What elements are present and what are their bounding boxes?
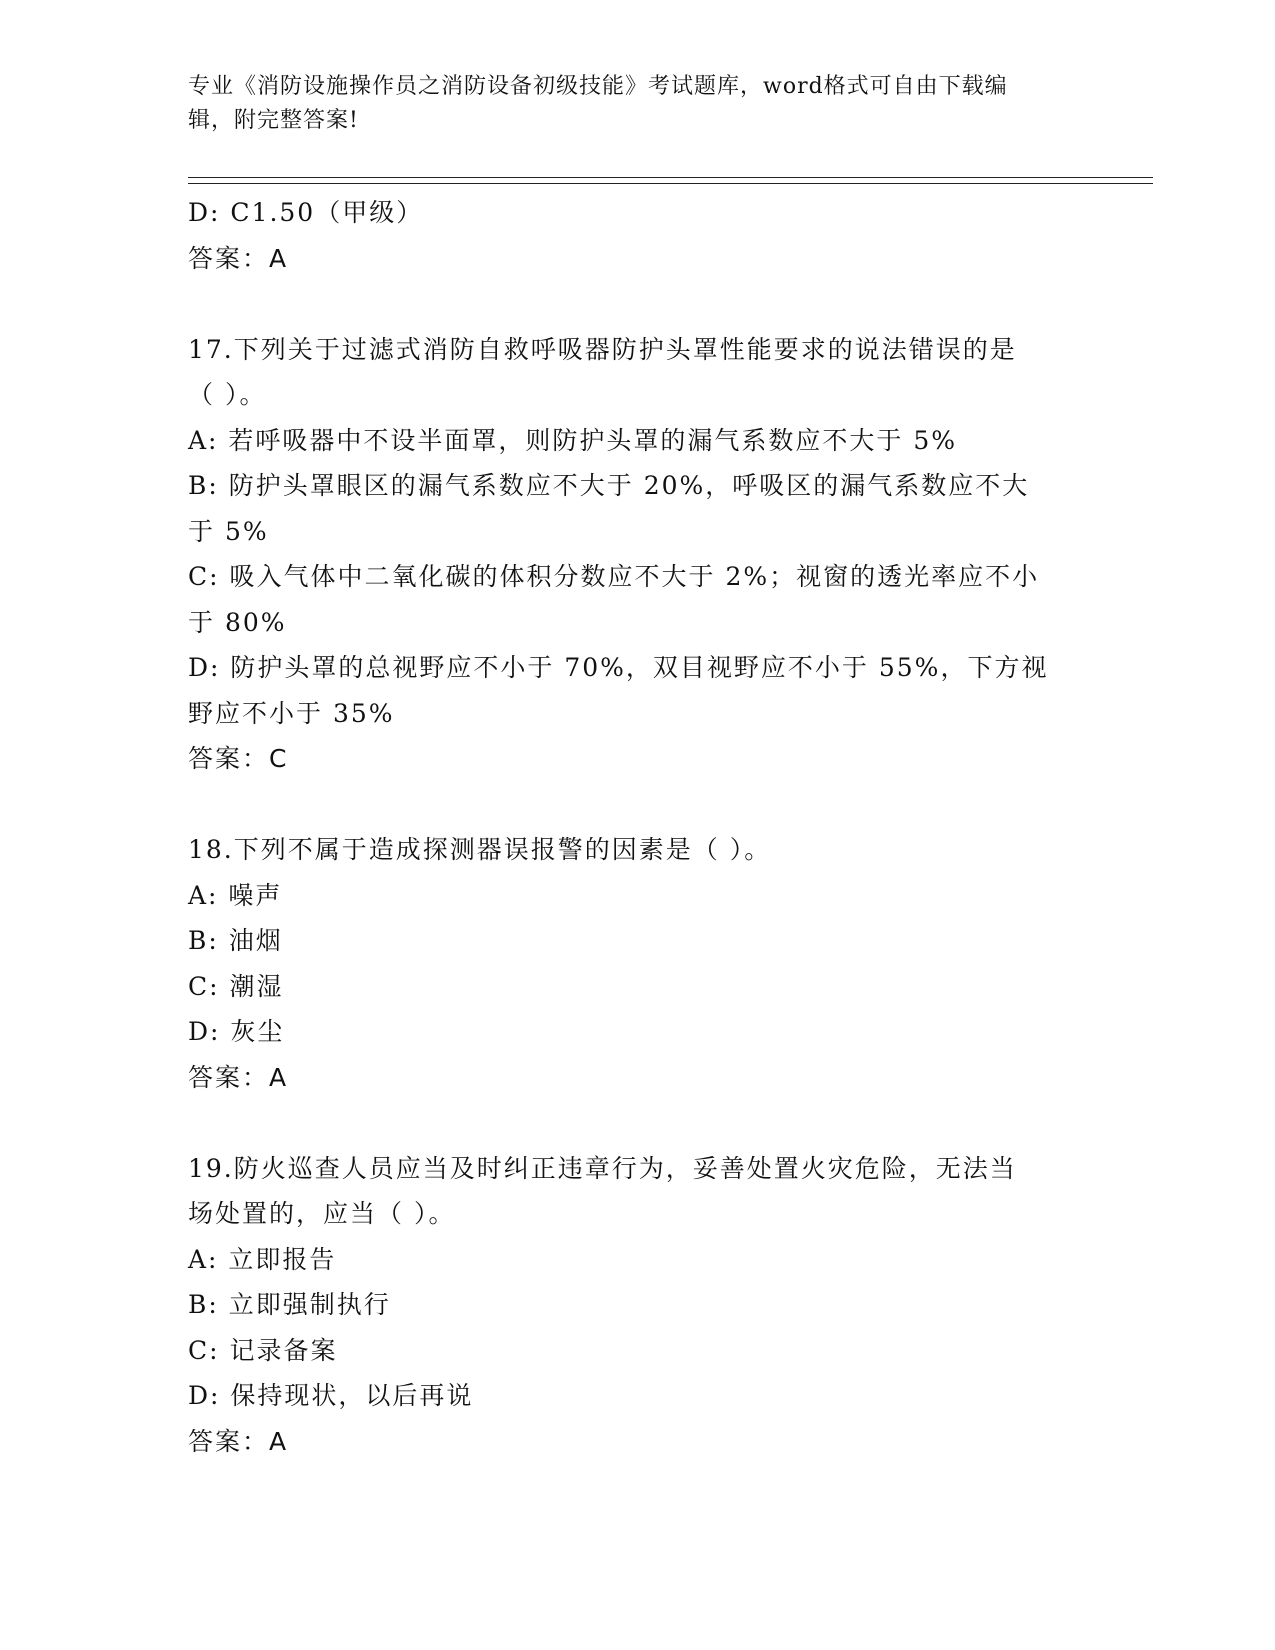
answer-line: 答案：A: [188, 243, 289, 273]
question-18: [188, 827, 1088, 1100]
header-divider-bottom: [188, 183, 1153, 184]
question-19: [188, 1146, 1088, 1465]
spacer: [188, 1100, 1088, 1146]
question-stem-continued: 场处置的，应当（ ）。: [188, 1199, 456, 1228]
previous-question-tail: [188, 190, 1088, 281]
answer-line: 答案：C: [188, 744, 289, 773]
question-stem: 19.防火巡查人员应当及时纠正违章行为，妥善处置火灾危险，无法当: [188, 1153, 1017, 1183]
option-b: B: 油烟: [188, 926, 283, 955]
option-d-continued: 野应不小于 35%: [188, 698, 395, 728]
option-c-continued: 于 80%: [188, 607, 287, 637]
option-c: C: 吸入气体中二氧化碳的体积分数应不大于 2%；视窗的透光率应不小: [188, 562, 1040, 591]
option-a: A: 噪声: [188, 880, 283, 910]
option-d: D: 灰尘: [188, 1017, 285, 1046]
question-content: [188, 190, 1088, 1464]
option-d: D: C1.50（甲级）: [188, 198, 424, 227]
question-stem-continued: （ ）。: [188, 380, 267, 409]
option-d: D: 保持现状，以后再说: [188, 1381, 474, 1410]
option-c: C: 潮湿: [188, 971, 284, 1001]
spacer: [188, 782, 1088, 828]
option-b: B: 防护头罩眼区的漏气系数应不大于 20%，呼吸区的漏气系数应不大: [188, 471, 1030, 500]
question-17: [188, 327, 1088, 782]
spacer: [188, 281, 1088, 327]
header-divider-top: [188, 177, 1153, 178]
question-stem: 18.下列不属于造成探测器误报警的因素是（ ）。: [188, 835, 772, 864]
header-line-2: 辑，附完整答案!: [188, 108, 359, 133]
question-stem: 17.下列关于过滤式消防自救呼吸器防护头罩性能要求的说法错误的是: [188, 334, 1017, 364]
option-c: C: 记录备案: [188, 1335, 338, 1365]
document-header: [188, 70, 1088, 138]
answer-line: 答案：A: [188, 1426, 289, 1456]
option-a: A: 若呼吸器中不设半面罩，则防护头罩的漏气系数应不大于 5%: [188, 425, 958, 455]
option-b: B: 立即强制执行: [188, 1290, 391, 1319]
option-a: A: 立即报告: [188, 1244, 337, 1274]
option-b-continued: 于 5%: [188, 516, 269, 546]
header-line-1: 专业《消防设施操作员之消防设备初级技能》考试题库，word格式可自由下载编: [188, 74, 1008, 99]
option-d: D: 防护头罩的总视野应不小于 70%，双目视野应不小于 55%，下方视: [188, 653, 1049, 682]
answer-line: 答案：A: [188, 1062, 289, 1092]
